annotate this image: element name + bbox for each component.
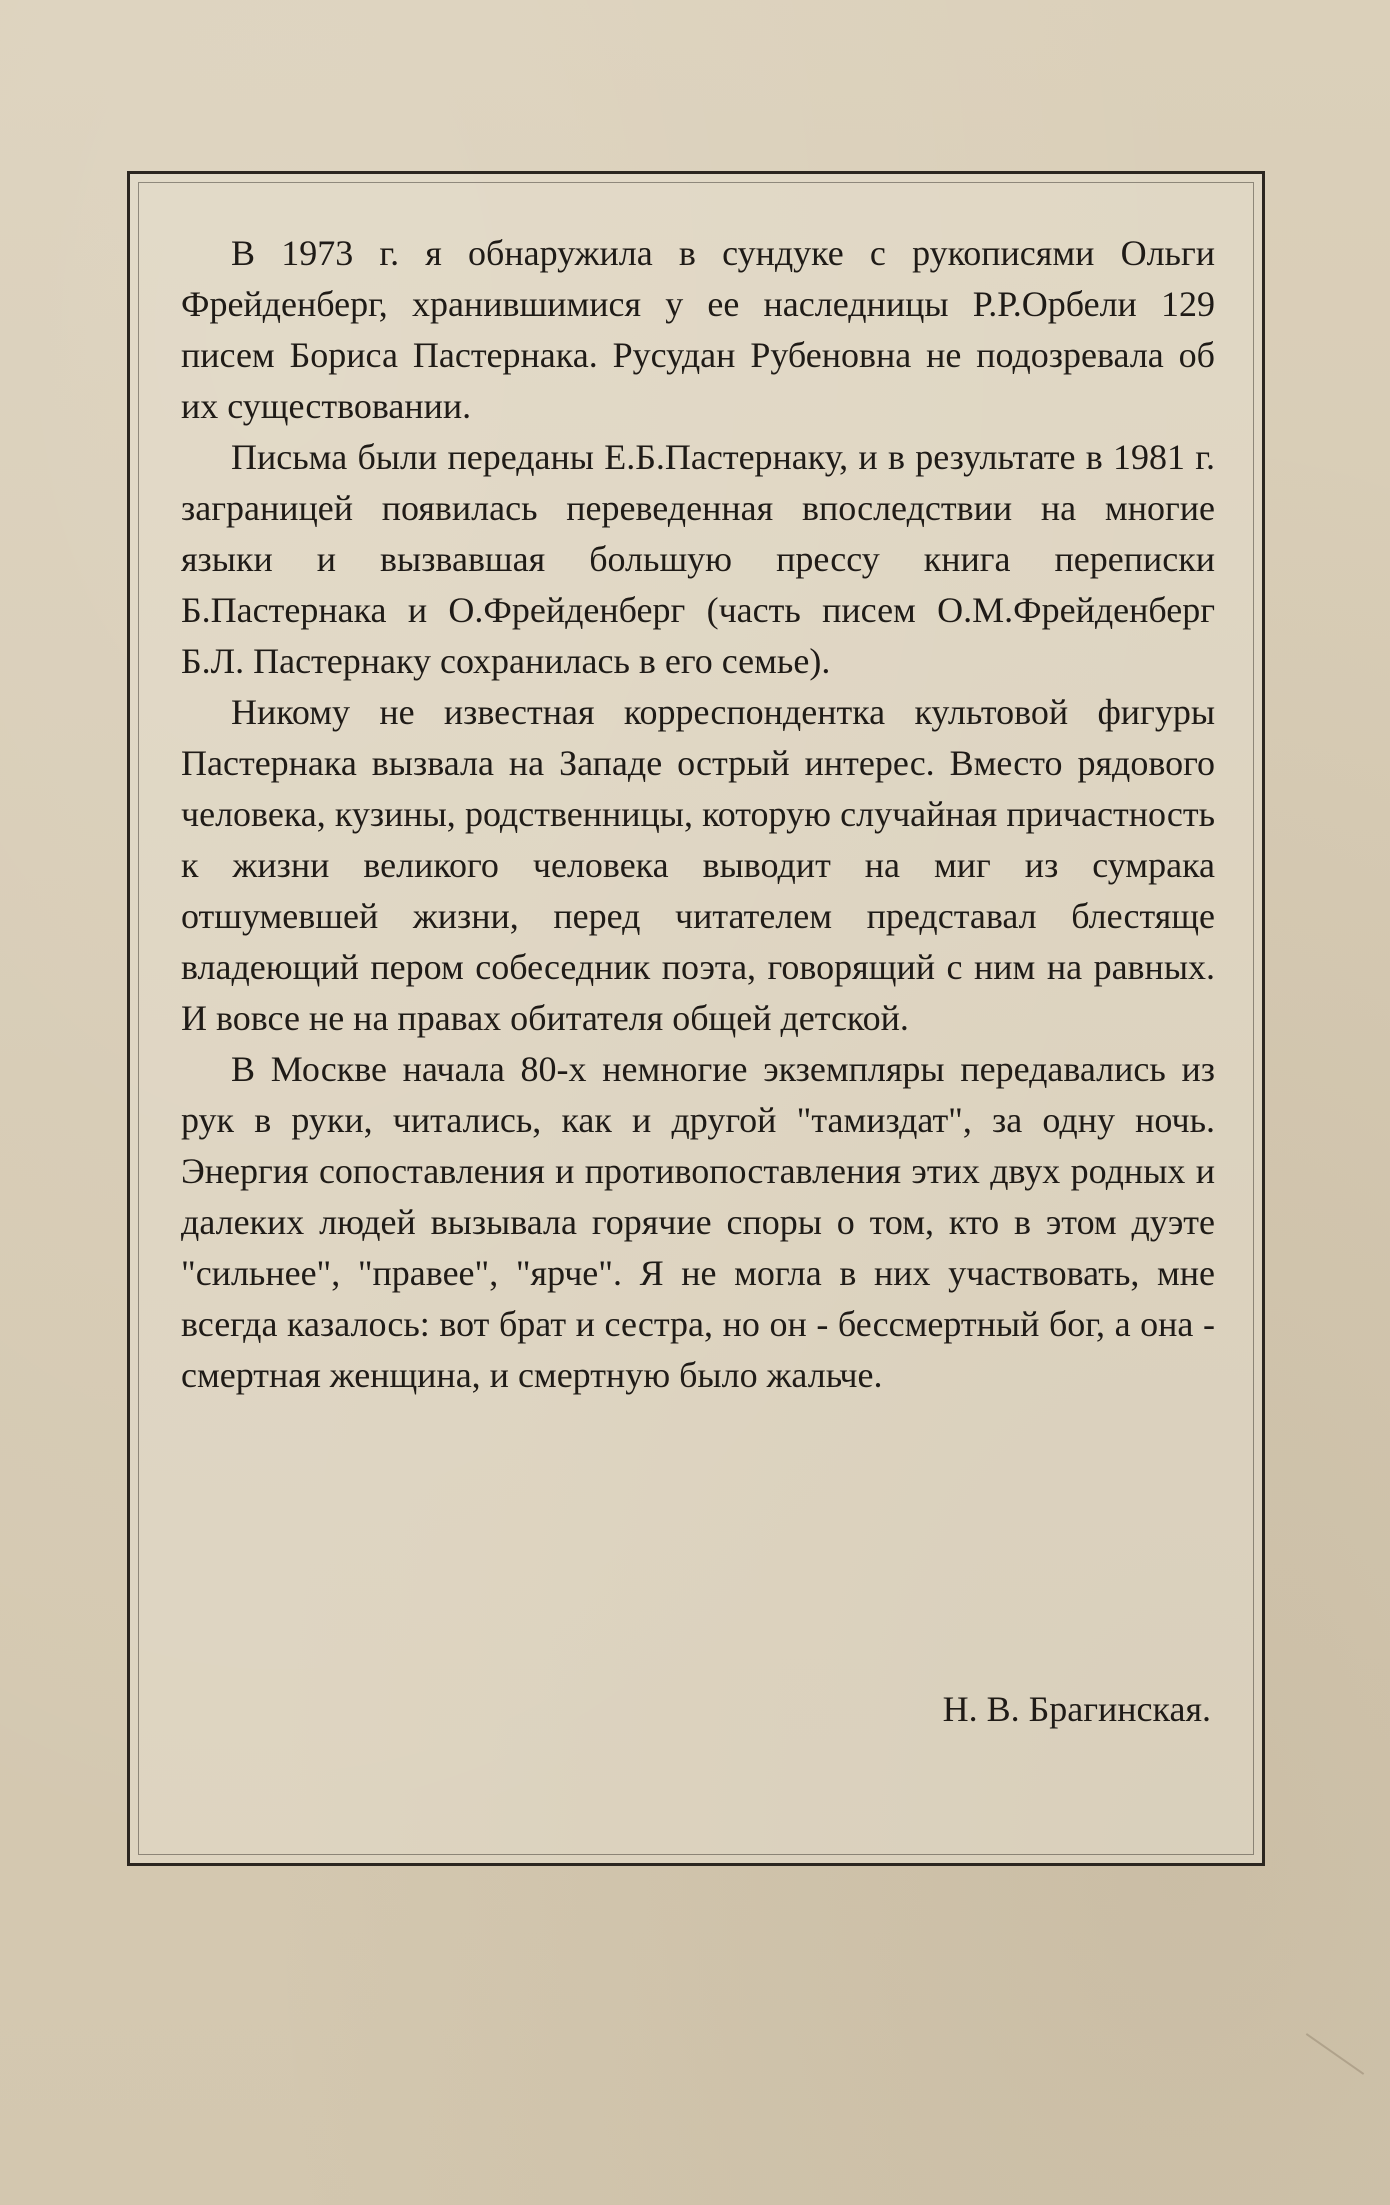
paragraph-1: В 1973 г. я обнаружила в сундуке с рукописями Ольги Фрейденберг, хранившимися у ее наследницы Р.Р.Орбели 129 писем Бориса Пастернака. Русудан Рубеновна не подозревала об их существовании. — [181, 233, 1215, 426]
foreword-text — [181, 228, 1215, 1401]
author-signature: Н. В. Брагинская. — [942, 1689, 1211, 1729]
text-frame — [127, 171, 1265, 1866]
paragraph-3: Никому не известная корреспондентка культовой фигуры Пастернака вызвала на Западе острый интерес. Вместо рядового человека, кузины, родственницы, которую случайная причастность к жизни великого человека выводит на миг из сумрака отшумевшей жизни, перед читателем представал блестяще владеющий пером собеседник поэта, говорящий с ним на равных. И вовсе не на правах обитателя общей детской. — [181, 692, 1215, 1038]
paragraph-4: В Москве начала 80-х немногие экземпляры передавались из рук в руки, читались, как и другой "тамиздат", за одну ночь. Энергия сопоставления и противопоставления этих двух родных и далеких людей вызывала горячие споры о том, кто в этом дуэте "сильнее", "правее", "ярче". Я не могла в них участвовать, мне всегда казалось: вот брат и сестра, но он - бессмертный бог, а она - смертная женщина, и смертную было жальче. — [181, 1049, 1215, 1395]
paper-crease — [1306, 2033, 1364, 2075]
paragraph-2: Письма были переданы Е.Б.Пастернаку, и в результате в 1981 г. заграницей появилась переведенная впоследствии на многие языки и вызвавшая большую прессу книга переписки Б.Пастернака и О.Фрейденберг (часть писем О.М.Фрейденберг Б.Л. Пастернаку сохранилась в его семье). — [181, 437, 1215, 681]
